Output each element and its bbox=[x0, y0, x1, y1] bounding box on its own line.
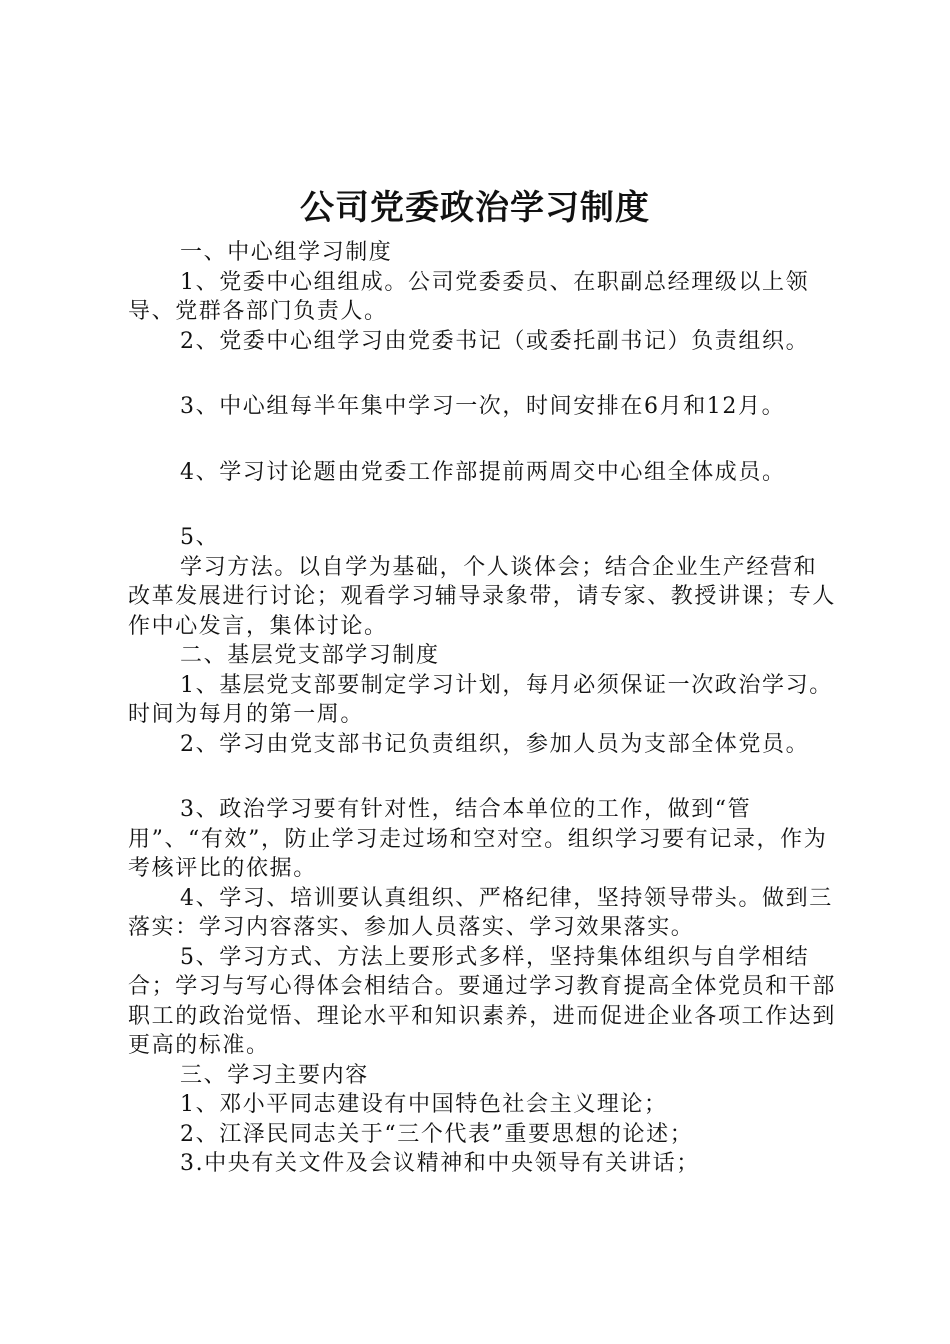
paragraph: 2、党委中心组学习由党委书记（或委托副书记）负责组织。 bbox=[180, 328, 810, 354]
section-heading-2: 二、基层党支部学习制度 bbox=[180, 643, 440, 668]
paragraph: 5、学习方式、方法上要形式多样，坚持集体组织与自学相结合；学习与写心得体会相结合。要通过学习教育提高全体党员和干部职工的政治觉悟、理论水平和知识素养，进而促进企业各项工作达到更高的标准。 bbox=[128, 944, 837, 1058]
paragraph: 1、党委中心组组成。公司党委委员、在职副总经理级以上领导、党群各部门负责人。 bbox=[128, 269, 810, 324]
section-heading-3: 三、学习主要内容 bbox=[180, 1062, 369, 1088]
paragraph: 5、 bbox=[180, 525, 220, 550]
paragraph: 3、中心组每半年集中学习一次，时间安排在6月和12月。 bbox=[180, 394, 786, 419]
paragraph: 3.中央有关文件及会议精神和中央领导有关讲话； bbox=[180, 1151, 700, 1176]
paragraph: 1、邓小平同志建设有中国特色社会主义理论； bbox=[180, 1092, 668, 1117]
paragraph: 2、江泽民同志关于“三个代表”重要思想的论述； bbox=[180, 1121, 694, 1147]
document-body bbox=[128, 238, 840, 1179]
paragraph: 4、学习讨论题由党委工作部提前两周交中心组全体成员。 bbox=[180, 459, 786, 485]
document-title: 公司党委政治学习制度 bbox=[300, 188, 650, 228]
section-heading-1: 一、中心组学习制度 bbox=[180, 240, 393, 265]
paragraph: 2、学习由党支部书记负责组织，参加人员为支部全体党员。 bbox=[180, 731, 810, 757]
paragraph: 4、学习、培训要认真组织、严格纪律，坚持领导带头。做到三落实：学习内容落实、参加人员落实、学习效果落实。 bbox=[128, 885, 833, 940]
paragraph: 1、基层党支部要制定学习计划，每月必须保证一次政治学习。时间为每月的第一周。 bbox=[128, 672, 833, 727]
paragraph: 学习方法。以自学为基础，个人谈体会；结合企业生产经营和改革发展进行讨论；观看学习辅导录象带，请专家、教授讲课；专人作中心发言，集体讨论。 bbox=[128, 554, 837, 639]
paragraph: 3、政治学习要有针对性，结合本单位的工作，做到“管用”、“有效”，防止学习走过场和空对空。组织学习要有记录，作为考核评比的依据。 bbox=[128, 797, 828, 881]
